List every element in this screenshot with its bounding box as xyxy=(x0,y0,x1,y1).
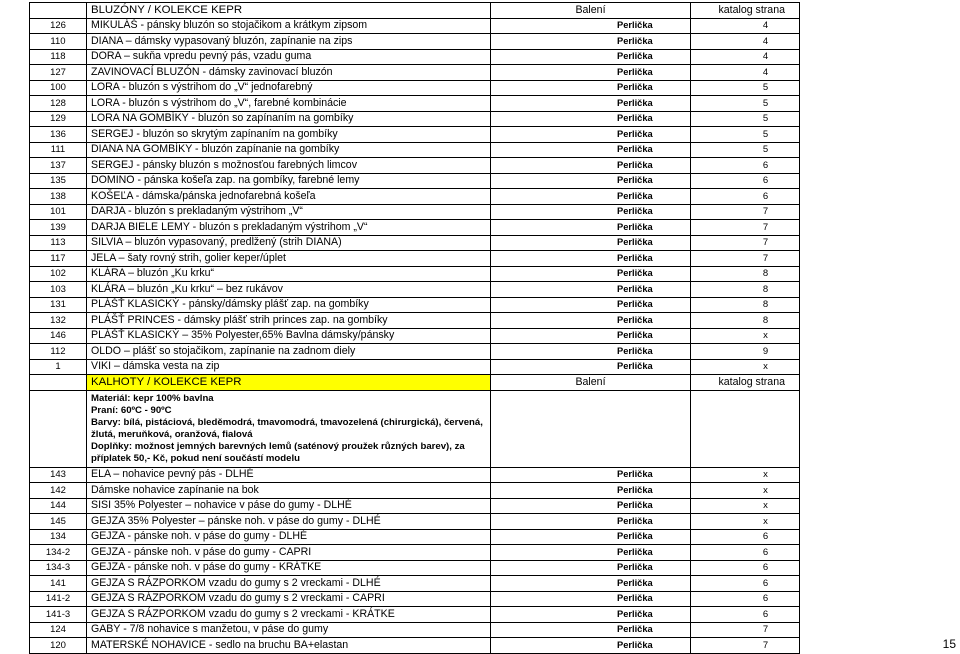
table-row xyxy=(30,483,800,499)
info-line: Doplňky: možnost jemných barevných lemů (saténový proužek různých barev), za příplatek 50,- Kč, pokud není součástí modelu xyxy=(91,440,465,464)
product-code: 134 xyxy=(30,529,87,545)
info-line: Materiál: kepr 100% bavlna xyxy=(91,392,214,404)
packaging: Perlička xyxy=(491,576,691,592)
catalog-page: 4 xyxy=(691,34,800,50)
info-row xyxy=(30,390,800,467)
catalog-page: x xyxy=(691,514,800,530)
info-blank xyxy=(491,390,691,467)
packaging: Perlička xyxy=(491,266,691,282)
catalog-page: x xyxy=(691,467,800,483)
product-description: GEJZA S RÁZPORKOM vzadu do gumy s 2 vreckami - DLHÉ xyxy=(87,576,491,592)
catalog-page: 4 xyxy=(691,18,800,34)
product-description: SILVIA – bluzón vypasovaný, predĺžený (strih DIANA) xyxy=(87,235,491,251)
product-code: 145 xyxy=(30,514,87,530)
packaging: Perlička xyxy=(491,359,691,375)
product-code: 141-2 xyxy=(30,591,87,607)
packaging: Perlička xyxy=(491,313,691,329)
catalog-page: 6 xyxy=(691,576,800,592)
packaging: Perlička xyxy=(491,80,691,96)
catalog-page: 7 xyxy=(691,638,800,654)
info-line: Barvy: bílá, pistáciová, bleděmodrá, tmavomodrá, tmavozelená (chirurgická), červená, žlutá, meruňková, oranžová, fialová xyxy=(91,416,483,440)
packaging: Perlička xyxy=(491,514,691,530)
section-title: BLUZÓNY / KOLEKCE KEPR xyxy=(87,3,491,19)
table-row xyxy=(30,467,800,483)
catalog-page: x xyxy=(691,483,800,499)
product-description: VIKI – dámska vesta na zip xyxy=(87,359,491,375)
product-description: KLÁRA – bluzón „Ku krku“ xyxy=(87,266,491,282)
table-row xyxy=(30,142,800,158)
packaging: Perlička xyxy=(491,607,691,623)
product-description: SERGEJ - pánsky bluzón s možnosťou farebných limcov xyxy=(87,158,491,174)
product-code: 117 xyxy=(30,251,87,267)
catalog-page: 8 xyxy=(691,282,800,298)
packaging: Perlička xyxy=(491,49,691,65)
product-code: 129 xyxy=(30,111,87,127)
packaging: Perlička xyxy=(491,297,691,313)
product-code: 102 xyxy=(30,266,87,282)
table-row xyxy=(30,173,800,189)
product-description: GEJZA - pánske noh. v páse do gumy - KRÁTKE xyxy=(87,560,491,576)
product-code: 146 xyxy=(30,328,87,344)
table-row xyxy=(30,204,800,220)
table-row xyxy=(30,49,800,65)
catalog-page: x xyxy=(691,498,800,514)
catalog-page: 5 xyxy=(691,96,800,112)
product-code: 131 xyxy=(30,297,87,313)
product-description: PLÁŠŤ KLASICKÝ – 35% Polyester,65% Bavlna dámsky/pánsky xyxy=(87,328,491,344)
product-description: KLÁRA – bluzón „Ku krku“ – bez rukávov xyxy=(87,282,491,298)
table-row xyxy=(30,158,800,174)
page-number: 15 xyxy=(942,637,956,651)
product-code: 134-2 xyxy=(30,545,87,561)
product-description: LORA - bluzón s výstrihom do „V“, farebné kombinácie xyxy=(87,96,491,112)
balenie-header: Balení xyxy=(491,3,691,19)
table-row xyxy=(30,607,800,623)
table-row xyxy=(30,545,800,561)
product-description: SERGEJ - bluzón so skrytým zapínaním na gombíky xyxy=(87,127,491,143)
product-code: 144 xyxy=(30,498,87,514)
table-row xyxy=(30,344,800,360)
product-description: LORA NA GOMBÍKY - bluzón so zapínaním na gombíky xyxy=(87,111,491,127)
product-code: 110 xyxy=(30,34,87,50)
packaging: Perlička xyxy=(491,96,691,112)
packaging: Perlička xyxy=(491,560,691,576)
catalog-page: 6 xyxy=(691,591,800,607)
table-row xyxy=(30,498,800,514)
catalog-page: 7 xyxy=(691,204,800,220)
table-row xyxy=(30,297,800,313)
packaging: Perlička xyxy=(491,111,691,127)
packaging: Perlička xyxy=(491,344,691,360)
table-row xyxy=(30,514,800,530)
header-blank xyxy=(30,375,87,391)
catalog-page: 6 xyxy=(691,189,800,205)
table-row xyxy=(30,266,800,282)
info-blank xyxy=(30,390,87,467)
packaging: Perlička xyxy=(491,65,691,81)
product-description: GEJZA - pánske noh. v páse do gumy - DLHÉ xyxy=(87,529,491,545)
catalog-page: 6 xyxy=(691,158,800,174)
table-row xyxy=(30,251,800,267)
product-description: SISI 35% Polyester – nohavice v páse do gumy - DLHÉ xyxy=(87,498,491,514)
product-description: DORA – sukňa vpredu pevný pás, vzadu guma xyxy=(87,49,491,65)
product-code: 141-3 xyxy=(30,607,87,623)
catalog-page: 6 xyxy=(691,607,800,623)
product-description: ELA – nohavice pevný pás - DLHÉ xyxy=(87,467,491,483)
info-blank xyxy=(691,390,800,467)
catalog-page: 5 xyxy=(691,142,800,158)
packaging: Perlička xyxy=(491,622,691,638)
table-row xyxy=(30,622,800,638)
product-description: GEJZA 35% Polyester – pánske noh. v páse do gumy - DLHÉ xyxy=(87,514,491,530)
product-code: 101 xyxy=(30,204,87,220)
product-code: 112 xyxy=(30,344,87,360)
product-description: KOŠEĽA - dámska/pánska jednofarebná košeľa xyxy=(87,189,491,205)
katalog-header: katalog strana xyxy=(691,375,800,391)
catalog-page: 5 xyxy=(691,80,800,96)
product-description: DIANA NA GOMBÍKY - bluzón zapínanie na gombíky xyxy=(87,142,491,158)
product-description: DIANA – dámsky vypasovaný bluzón, zapínanie na zips xyxy=(87,34,491,50)
table-row xyxy=(30,18,800,34)
header-blank xyxy=(30,3,87,19)
table-row xyxy=(30,220,800,236)
product-description: GABY - 7/8 nohavice s manžetou, v páse do gumy xyxy=(87,622,491,638)
catalog-page: 6 xyxy=(691,529,800,545)
catalog-page: 7 xyxy=(691,235,800,251)
catalog-page: 7 xyxy=(691,220,800,236)
packaging: Perlička xyxy=(491,204,691,220)
packaging: Perlička xyxy=(491,142,691,158)
product-code: 124 xyxy=(30,622,87,638)
table-row xyxy=(30,96,800,112)
table-row xyxy=(30,65,800,81)
packaging: Perlička xyxy=(491,251,691,267)
product-description: GEJZA S RÁZPORKOM vzadu do gumy s 2 vreckami - CAPRI xyxy=(87,591,491,607)
catalog-page: 4 xyxy=(691,49,800,65)
balenie-header: Balení xyxy=(491,375,691,391)
table-row xyxy=(30,34,800,50)
product-description: PLÁŠŤ PRINCES - dámsky plášť strih princes zap. na gombíky xyxy=(87,313,491,329)
packaging: Perlička xyxy=(491,34,691,50)
packaging: Perlička xyxy=(491,545,691,561)
section-header xyxy=(30,375,800,391)
catalog-page: 9 xyxy=(691,344,800,360)
product-code: 132 xyxy=(30,313,87,329)
product-code: 118 xyxy=(30,49,87,65)
table-row xyxy=(30,189,800,205)
packaging: Perlička xyxy=(491,638,691,654)
table-row xyxy=(30,638,800,654)
product-description: OLDO – plášť so stojačikom, zapínanie na zadnom diely xyxy=(87,344,491,360)
table-row xyxy=(30,111,800,127)
table-row xyxy=(30,235,800,251)
packaging: Perlička xyxy=(491,220,691,236)
catalog-page: 8 xyxy=(691,297,800,313)
packaging: Perlička xyxy=(491,591,691,607)
product-description: MIKULÁŠ - pánsky bluzón so stojačikom a krátkym zipsom xyxy=(87,18,491,34)
packaging: Perlička xyxy=(491,467,691,483)
table-row xyxy=(30,282,800,298)
product-description: MATERSKÉ NOHAVICE - sedlo na bruchu BA+elastan xyxy=(87,638,491,654)
section-header xyxy=(30,3,800,19)
table-row xyxy=(30,576,800,592)
katalog-header: katalog strana xyxy=(691,3,800,19)
product-code: 103 xyxy=(30,282,87,298)
product-code: 139 xyxy=(30,220,87,236)
product-code: 143 xyxy=(30,467,87,483)
product-code: 128 xyxy=(30,96,87,112)
catalog-page: 6 xyxy=(691,173,800,189)
product-description: Dámske nohavice zapínanie na bok xyxy=(87,483,491,499)
catalog-page: 6 xyxy=(691,560,800,576)
packaging: Perlička xyxy=(491,328,691,344)
product-description: DARJA - bluzón s prekladaným výstrihom „V“ xyxy=(87,204,491,220)
catalog-page: 7 xyxy=(691,251,800,267)
packaging: Perlička xyxy=(491,127,691,143)
product-code: 136 xyxy=(30,127,87,143)
table-row xyxy=(30,80,800,96)
packaging: Perlička xyxy=(491,498,691,514)
table-row xyxy=(30,127,800,143)
packaging: Perlička xyxy=(491,158,691,174)
packaging: Perlička xyxy=(491,173,691,189)
product-description: PLÁŠŤ KLASICKÝ - pánsky/dámsky plášť zap. na gombíky xyxy=(87,297,491,313)
packaging: Perlička xyxy=(491,282,691,298)
product-code: 127 xyxy=(30,65,87,81)
product-code: 126 xyxy=(30,18,87,34)
product-code: 113 xyxy=(30,235,87,251)
packaging: Perlička xyxy=(491,18,691,34)
catalog-page: 7 xyxy=(691,622,800,638)
packaging: Perlička xyxy=(491,189,691,205)
product-description: DOMINO - pánska košeľa zap. na gombíky, farebné lemy xyxy=(87,173,491,189)
product-code: 135 xyxy=(30,173,87,189)
info-line: Praní: 60ºC - 90ºC xyxy=(91,404,172,416)
product-description: ZAVINOVACÍ BLUZÓN - dámsky zavinovací bluzón xyxy=(87,65,491,81)
product-code: 134-3 xyxy=(30,560,87,576)
product-description: GEJZA S RÁZPORKOM vzadu do gumy s 2 vreckami - KRÁTKE xyxy=(87,607,491,623)
catalog-page: 8 xyxy=(691,266,800,282)
product-code: 137 xyxy=(30,158,87,174)
product-code: 138 xyxy=(30,189,87,205)
product-code: 120 xyxy=(30,638,87,654)
catalog-page: 5 xyxy=(691,111,800,127)
section-title: KALHOTY / KOLEKCE KEPR xyxy=(87,375,491,391)
catalog-page: 6 xyxy=(691,545,800,561)
product-description: GEJZA - pánske noh. v páse do gumy - CAPRI xyxy=(87,545,491,561)
table-row xyxy=(30,313,800,329)
packaging: Perlička xyxy=(491,235,691,251)
product-code: 142 xyxy=(30,483,87,499)
product-description: DARJA BIELE LEMY - bluzón s prekladaným výstrihom „V“ xyxy=(87,220,491,236)
table-row xyxy=(30,328,800,344)
product-code: 1 xyxy=(30,359,87,375)
table-row xyxy=(30,529,800,545)
product-code: 111 xyxy=(30,142,87,158)
catalog-page: x xyxy=(691,328,800,344)
product-table xyxy=(29,2,800,654)
product-description: JELA – šaty rovný strih, golier keper/úplet xyxy=(87,251,491,267)
catalog-page: 4 xyxy=(691,65,800,81)
table-row xyxy=(30,591,800,607)
table-row xyxy=(30,359,800,375)
packaging: Perlička xyxy=(491,483,691,499)
catalog-page: x xyxy=(691,359,800,375)
table-row xyxy=(30,560,800,576)
product-code: 141 xyxy=(30,576,87,592)
catalog-page: 8 xyxy=(691,313,800,329)
catalog-page: 5 xyxy=(691,127,800,143)
product-code: 100 xyxy=(30,80,87,96)
product-description: LORA - bluzón s výstrihom do „V“ jednofarebný xyxy=(87,80,491,96)
packaging: Perlička xyxy=(491,529,691,545)
material-info xyxy=(87,390,491,467)
